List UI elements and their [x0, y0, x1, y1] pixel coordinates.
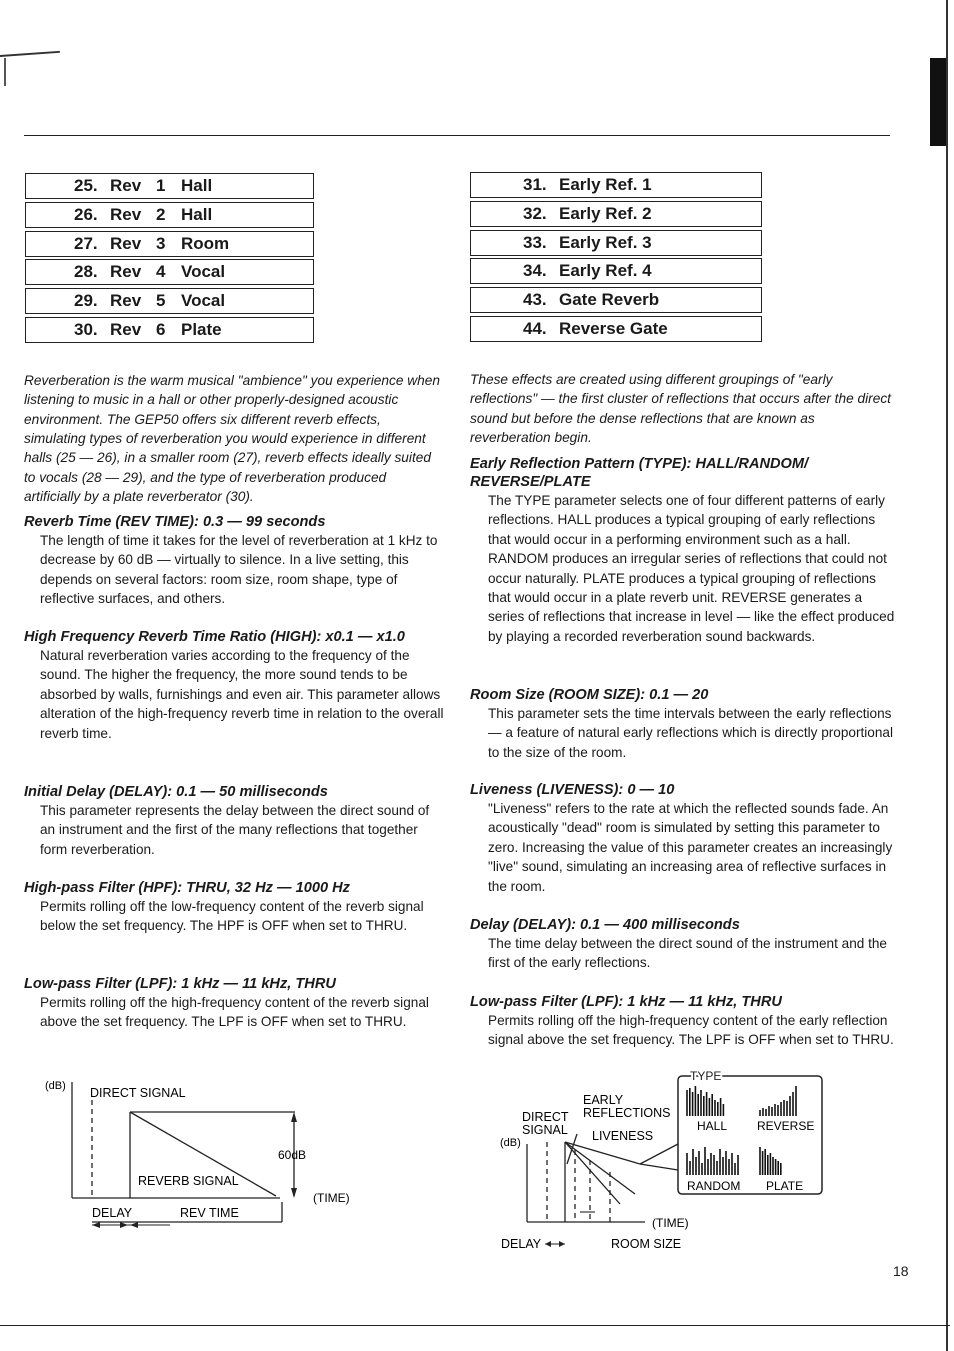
reverse-label: REVERSE [757, 1119, 815, 1133]
effect-item [470, 201, 762, 227]
effect-index: 4 [156, 262, 166, 282]
delay-label: DELAY [501, 1237, 542, 1251]
reverb-effect-list [25, 173, 314, 346]
effect-number: 34. [523, 261, 547, 281]
reverb-signal-label: REVERB SIGNAL [138, 1174, 239, 1188]
section-low-pass-filter [24, 975, 444, 1032]
section-heading: High Frequency Reverb Time Ratio (HIGH): x0.1 — x1.0 [24, 629, 405, 645]
effect-item [25, 259, 314, 285]
section-body: The TYPE parameter selects one of four different patterns of early reflections. HALL produces a typical grouping of early reflections that would occur in a performing environment such as a hall. RANDOM produces an irregular series of reflections that could not occur naturally. PLATE produces a typical grouping of reflections that would occur in a plate reverb unit. REVERSE generates a series of reflections that increase in level — like the effect produced by playing a recorded reverberation sound backwards. [488, 493, 895, 644]
section-early-low-pass-filter [470, 993, 895, 1050]
corner-crop-mark-vertical [4, 58, 6, 86]
section-heading: Low-pass Filter (LPF): 1 kHz — 11 kHz, THRU [470, 994, 782, 1010]
effect-item [25, 173, 314, 199]
effect-type: Rev [110, 233, 142, 253]
time-axis-label: (TIME) [313, 1191, 350, 1205]
effect-number: 32. [523, 203, 547, 223]
effect-item [25, 202, 314, 228]
early-reflections-diagram [495, 1064, 835, 1259]
db-label: (dB) [45, 1080, 66, 1092]
effect-name: Plate [181, 319, 222, 339]
section-body: The time delay between the direct sound of the instrument and the first of the early reflections. [488, 936, 887, 971]
early-reflections-intro: These effects are created using different groupings of "early reflections" — the first cluster of reflections that occurs after the direct sound but before the dense reflections that are known as reverberation begin. [470, 371, 891, 445]
effect-name: Early Ref. 1 [559, 175, 652, 194]
direct-signal-label: DIRECT SIGNAL [90, 1086, 186, 1100]
section-heading: Delay (DELAY): 0.1 — 400 milliseconds [470, 917, 740, 933]
plate-label: PLATE [766, 1179, 804, 1193]
effect-index: 1 [156, 176, 166, 195]
effect-item [470, 316, 762, 342]
footer-rule [0, 1325, 950, 1326]
hall-pattern-icon [687, 1086, 723, 1116]
sixty-db-label: 60dB [278, 1148, 307, 1162]
room-size-label: ROOM SIZE [611, 1237, 682, 1251]
section-early-reflection-pattern [470, 455, 895, 646]
reflections-label: REFLECTIONS [583, 1106, 671, 1120]
effect-type: Rev [110, 262, 142, 282]
effect-item [25, 231, 314, 257]
section-heading: High-pass Filter (HPF): THRU, 32 Hz — 1000 Hz [24, 880, 350, 896]
signal-label: SIGNAL [522, 1123, 568, 1137]
effect-number: 43. [523, 290, 547, 310]
reverb-intro: Reverberation is the warm musical "ambience" you experience when listening to music in a hall or other properly-designed acoustic environment. The GEP50 offers six different reverb effects, simulating types of reverberation you would experience in different halls (25 — 26), in a smaller room (27), reverb effects ideally suited to vocals (28 — 29), and the type of reverberation produced artificially by a plate reverberator (30). [24, 372, 440, 505]
effect-number: 26. [74, 204, 98, 224]
random-pattern-icon [687, 1147, 738, 1175]
effect-item [470, 287, 762, 313]
db-label: (dB) [500, 1137, 521, 1149]
effect-name: Gate Reverb [559, 290, 660, 310]
effect-number: 28. [74, 262, 98, 282]
section-body: This parameter represents the delay between the direct sound of an instrument and the first of the many reflections that together form reverberation. [40, 803, 430, 857]
effect-item [470, 258, 762, 284]
section-body: The length of time it takes for the level of reverberation at 1 kHz to decrease by 60 dB — virtually to silence. In a live setting, this depends on several factors: room size, room shape, type of reflective surfaces, and others. [40, 533, 438, 607]
effect-name: Early Ref. 3 [559, 232, 652, 252]
section-heading: Low-pass Filter (LPF): 1 kHz — 11 kHz, THRU [24, 976, 336, 992]
effect-type: Rev [110, 176, 142, 195]
section-room-size [470, 686, 895, 762]
section-body: Permits rolling off the high-frequency content of the early reflection signal above the set frequency. The LPF is OFF when set to THRU. [488, 1013, 894, 1048]
section-high-pass-filter [24, 879, 444, 936]
direct-label: DIRECT [522, 1110, 569, 1124]
effect-type: Rev [110, 291, 142, 311]
effect-item [25, 288, 314, 314]
section-heading: Reverb Time (REV TIME): 0.3 — 99 seconds [24, 514, 326, 530]
effect-number: 31. [523, 175, 547, 194]
section-body: "Liveness" refers to the rate at which the reflected sounds fade. An acoustically "dead" room is simulated by setting this parameter to zero. Increasing the value of this parameter creates an increasingly "live" sound, simulating an increasing area of reflective surfaces in the room. [488, 801, 893, 894]
effect-name: Vocal [181, 262, 226, 282]
type-label: TYPE [690, 1069, 722, 1083]
section-body: Permits rolling off the low-frequency content of the reverb signal below the set frequency. The HPF is OFF when set to THRU. [40, 899, 424, 934]
effect-index: 5 [156, 291, 166, 311]
section-body: This parameter sets the time intervals between the early reflections — a feature of natural early reflections which is directly proportional to the size of the room. [488, 706, 893, 760]
page-number: 18 [893, 1263, 909, 1279]
effect-number: 33. [523, 232, 547, 252]
effect-type: Rev [110, 319, 142, 339]
effect-name: Hall [181, 204, 213, 224]
effect-name: Vocal [181, 291, 226, 311]
section-edge-tab [930, 58, 946, 146]
reverse-pattern-icon [760, 1086, 796, 1116]
effect-item [470, 230, 762, 256]
section-body: Permits rolling off the high-frequency content of the reverb signal above the set frequency. The LPF is OFF when set to THRU. [40, 995, 429, 1030]
effect-number: 30. [74, 319, 98, 339]
section-body: Natural reverberation varies according to the frequency of the sound. The higher the frequency, the more sound tends to be absorbed by walls, furnishings and even air. This parameter allows alteration of the high-frequency reverb time in relation to the overall reverb time. [40, 648, 444, 741]
effect-number: 29. [74, 291, 98, 311]
plate-pattern-icon [760, 1147, 781, 1175]
early-reflection-effect-list [470, 172, 762, 345]
effect-number: 44. [523, 318, 547, 338]
effect-index: 3 [156, 233, 166, 253]
effect-number: 25. [74, 176, 98, 195]
liveness-label: LIVENESS [592, 1129, 654, 1143]
delay-label: DELAY [92, 1206, 133, 1220]
section-high-frequency-ratio [24, 628, 444, 743]
section-liveness [470, 781, 895, 896]
section-heading: Early Reflection Pattern (TYPE): HALL/RANDOM/ REVERSE/PLATE [470, 456, 809, 490]
section-heading: Liveness (LIVENESS): 0 — 10 [470, 782, 675, 798]
page-right-edge [946, 0, 948, 1351]
section-heading: Room Size (ROOM SIZE): 0.1 — 20 [470, 687, 709, 703]
corner-crop-mark [0, 51, 60, 57]
effect-item [470, 172, 762, 198]
reverb-envelope-diagram [40, 1072, 370, 1232]
effect-name: Early Ref. 4 [559, 261, 652, 281]
random-label: RANDOM [687, 1179, 741, 1193]
section-initial-delay [24, 783, 444, 859]
time-axis-label: (TIME) [652, 1216, 689, 1230]
effect-number: 27. [74, 233, 98, 253]
effect-name: Room [181, 233, 230, 253]
early-label: EARLY [583, 1093, 624, 1107]
effect-name: Early Ref. 2 [559, 203, 652, 223]
effect-index: 6 [156, 319, 166, 339]
rev-time-label: REV TIME [180, 1206, 239, 1220]
section-reverb-time [24, 513, 444, 609]
hall-label: HALL [697, 1119, 728, 1133]
section-delay [470, 916, 895, 973]
effect-item [25, 317, 314, 343]
header-rule [24, 135, 890, 136]
effect-name: Reverse Gate [559, 318, 668, 338]
effect-type: Rev [110, 204, 142, 224]
effect-index: 2 [156, 204, 166, 224]
section-heading: Initial Delay (DELAY): 0.1 — 50 milliseconds [24, 784, 328, 800]
effect-name: Hall [181, 176, 213, 195]
